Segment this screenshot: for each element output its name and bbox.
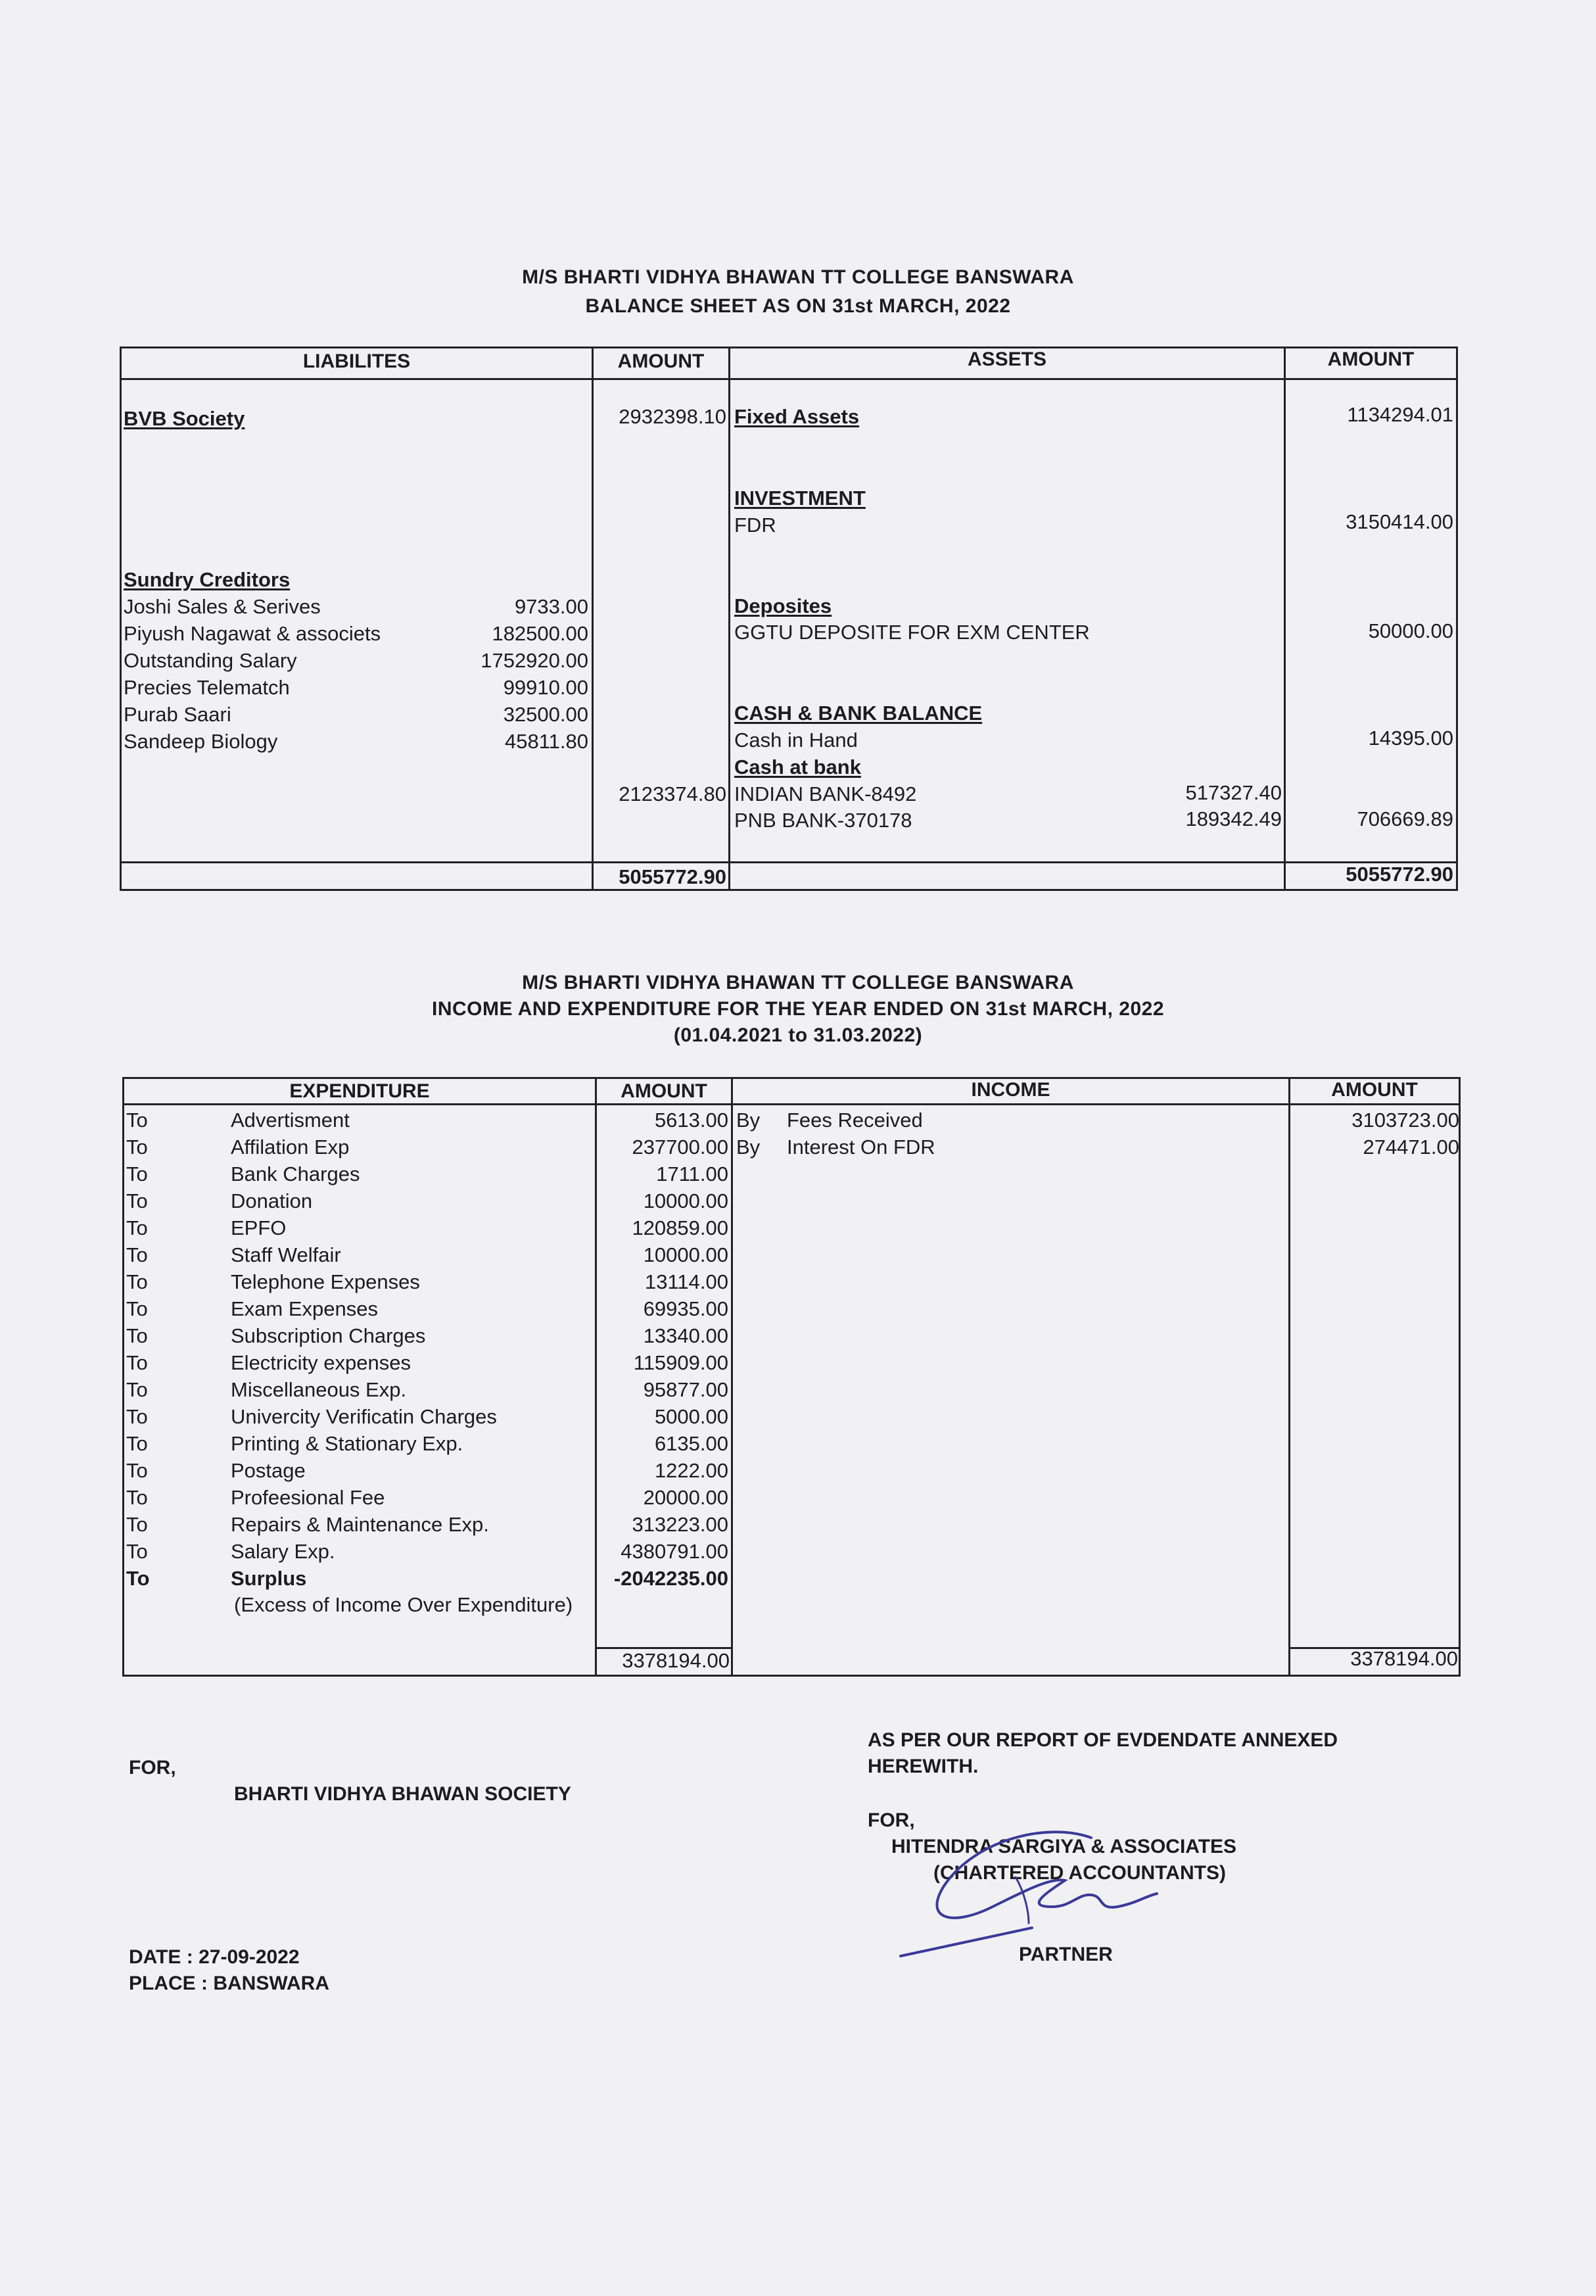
place-line: PLACE : BANSWARA [129,1973,329,1994]
expense-to: To [126,1162,148,1185]
expense-name: Electricity expenses [231,1351,411,1374]
expense-to: To [126,1351,148,1374]
bank-name: INDIAN BANK-8492 [734,782,917,805]
expense-row [122,1430,728,1457]
cash-at-bank-label: Cash at bank [734,755,861,778]
expense-to: To [126,1540,148,1563]
expense-amount: 1711.00 [656,1162,728,1185]
ie-title-1: M/S BHARTI VIDHYA BHAWAN TT COLLEGE BANSWARA [522,972,1074,993]
income-amount: 274471.00 [1363,1136,1459,1159]
partner-label: PARTNER [1019,1944,1113,1965]
expense-row [122,1349,728,1376]
expense-name: Repairs & Maintenance Exp. [231,1513,489,1536]
ie-title-2: INCOME AND EXPENDITURE FOR THE YEAR ENDED ON 31st MARCH, 2022 [431,998,1164,1020]
expense-row [122,1484,728,1511]
surplus-row [122,1565,728,1592]
expense-amount: 10000.00 [643,1243,728,1266]
expense-to: To [126,1459,148,1482]
expense-row [122,1376,728,1403]
expense-amount: 95877.00 [643,1378,728,1401]
expense-amount: 6135.00 [654,1432,728,1455]
surplus-label: Surplus [231,1567,307,1590]
expense-name: Telephone Expenses [231,1270,420,1293]
cash-in-hand-label: Cash in Hand [734,729,858,752]
expense-row [122,1511,728,1538]
header-amount-assets: AMOUNT [1327,348,1415,370]
creditor-name: Joshi Sales & Serives [124,595,321,618]
header-amount-liabilities: AMOUNT [617,350,705,372]
expense-to: To [126,1297,148,1320]
firm-subtitle: (CHARTERED ACCOUNTANTS) [933,1862,1226,1884]
header-income: INCOME [971,1079,1050,1101]
expense-row [122,1134,728,1160]
expense-to: To [126,1189,148,1212]
expense-row [122,1538,728,1565]
header-expenditure: EXPENDITURE [289,1080,430,1102]
expense-to: To [126,1513,148,1536]
total-assets: 5055772.90 [1346,863,1453,886]
income-by: By [736,1109,761,1132]
cash-in-hand-amount: 14395.00 [1368,727,1453,750]
creditor-name: Piyush Nagawat & associets [124,622,381,645]
cash-bank-label: CASH & BANK BALANCE [734,702,983,725]
total-liabilities: 5055772.90 [619,865,726,888]
expense-name: Advertisment [231,1109,350,1132]
expense-to: To [126,1216,148,1239]
expense-amount: 13114.00 [645,1270,728,1293]
expense-name: Subscription Charges [231,1324,426,1347]
bvb-society-label: BVB Society [124,407,245,430]
investment-fdr: FDR [734,514,776,537]
expense-amount: 120859.00 [632,1216,728,1239]
expense-amount: 5613.00 [654,1109,728,1132]
balance-sheet-title-2: BALANCE SHEET AS ON 31st MARCH, 2022 [585,295,1011,317]
expense-row [122,1295,728,1322]
expense-to: To [126,1378,148,1401]
income-by: By [736,1136,761,1159]
header-amount-expenditure: AMOUNT [621,1080,707,1102]
date-line: DATE : 27-09-2022 [129,1946,300,1968]
creditor-amount: 1752920.00 [481,649,588,672]
report-line-2: HEREWITH. [868,1756,979,1777]
expense-name: Profeesional Fee [231,1486,385,1509]
creditor-amount: 32500.00 [503,703,588,726]
surplus-amount: -2042235.00 [613,1567,728,1590]
total-expenditure: 3378194.00 [622,1649,730,1672]
expense-to: To [126,1243,148,1266]
expense-to: To [126,1405,148,1428]
expense-amount: 1222.00 [654,1459,728,1482]
bank-amount: 517327.40 [1185,781,1282,804]
expense-name: Exam Expenses [231,1297,378,1320]
expense-amount: 10000.00 [643,1189,728,1212]
expense-to: To [126,1486,148,1509]
expense-row [122,1241,728,1268]
sundry-creditors-total: 2123374.80 [619,782,726,805]
expense-amount: 5000.00 [654,1405,728,1428]
expense-name: Affilation Exp [231,1136,350,1159]
fixed-assets-amount: 1134294.01 [1347,403,1453,426]
bank-total: 706669.89 [1357,807,1453,830]
expense-name: Salary Exp. [231,1540,335,1563]
expense-amount: 69935.00 [643,1297,728,1320]
report-line-1: AS PER OUR REPORT OF EVDENDATE ANNEXED [868,1729,1338,1751]
expense-row [122,1214,728,1241]
balance-sheet-title-1: M/S BHARTI VIDHYA BHAWAN TT COLLEGE BANSWARA [522,266,1074,288]
income-amount: 3103723.00 [1351,1109,1459,1132]
expense-row [122,1322,728,1349]
income-row [731,1107,1459,1134]
creditor-name: Precies Telematch [124,676,290,699]
deposite-amount: 50000.00 [1368,619,1453,642]
surplus-note: (Excess of Income Over Expenditure) [234,1593,573,1616]
expense-row [122,1187,728,1214]
creditor-name: Sandeep Biology [124,730,278,753]
expense-to: To [126,1270,148,1293]
expense-amount: 115909.00 [633,1351,728,1374]
fixed-assets-label: Fixed Assets [734,405,860,428]
expense-name: Postage [231,1459,306,1482]
header-liabilities: LIABILITES [302,350,411,372]
expense-name: EPFO [231,1216,287,1239]
expense-amount: 313223.00 [632,1513,728,1536]
expense-name: Donation [231,1189,313,1212]
expense-amount: 20000.00 [643,1486,728,1509]
for-left: FOR, [129,1757,176,1779]
bank-amount: 189342.49 [1185,807,1282,830]
income-name: Fees Received [787,1109,923,1132]
expense-row [122,1160,728,1187]
expense-to: To [126,1324,148,1347]
expense-amount: 237700.00 [632,1136,728,1159]
expense-amount: 13340.00 [643,1324,728,1347]
sundry-creditors-label: Sundry Creditors [124,568,291,591]
expense-name: Bank Charges [231,1162,360,1185]
bank-name: PNB BANK-370178 [734,809,912,832]
investment-amount: 3150414.00 [1346,510,1453,533]
creditor-name: Purab Saari [124,703,231,726]
expense-to: To [126,1136,148,1159]
creditor-amount: 182500.00 [492,622,588,645]
expense-row [122,1457,728,1484]
society-name: BHARTI VIDHYA BHAWAN SOCIETY [234,1783,571,1805]
investment-label: INVESTMENT [734,487,866,510]
expense-name: Printing & Stationary Exp. [231,1432,463,1455]
expense-name: Staff Welfair [231,1243,341,1266]
header-amount-income: AMOUNT [1331,1079,1418,1101]
expense-amount: 4380791.00 [621,1540,728,1563]
creditor-name: Outstanding Salary [124,649,297,672]
creditor-amount: 9733.00 [514,595,588,618]
bvb-society-amount: 2932398.10 [619,405,726,428]
header-assets: ASSETS [967,348,1047,370]
firm-name: HITENDRA SARGIYA & ASSOCIATES [891,1836,1237,1857]
surplus-to: To [126,1567,150,1590]
expense-name: Miscellaneous Exp. [231,1378,407,1401]
deposite-item: GGTU DEPOSITE FOR EXM CENTER [734,621,1090,644]
deposites-label: Deposites [734,594,832,617]
creditor-amount: 45811.80 [505,730,588,753]
creditor-amount: 99910.00 [503,676,588,699]
expense-row [122,1403,728,1430]
expense-row [122,1107,728,1134]
expense-name: Univercity Verificatin Charges [231,1405,497,1428]
income-name: Interest On FDR [787,1136,935,1159]
expense-to: To [126,1432,148,1455]
expense-row [122,1268,728,1295]
for-right: FOR, [868,1809,915,1831]
expense-to: To [126,1109,148,1132]
income-row [731,1134,1459,1160]
ie-title-3: (01.04.2021 to 31.03.2022) [673,1024,923,1046]
total-income: 3378194.00 [1350,1647,1458,1670]
